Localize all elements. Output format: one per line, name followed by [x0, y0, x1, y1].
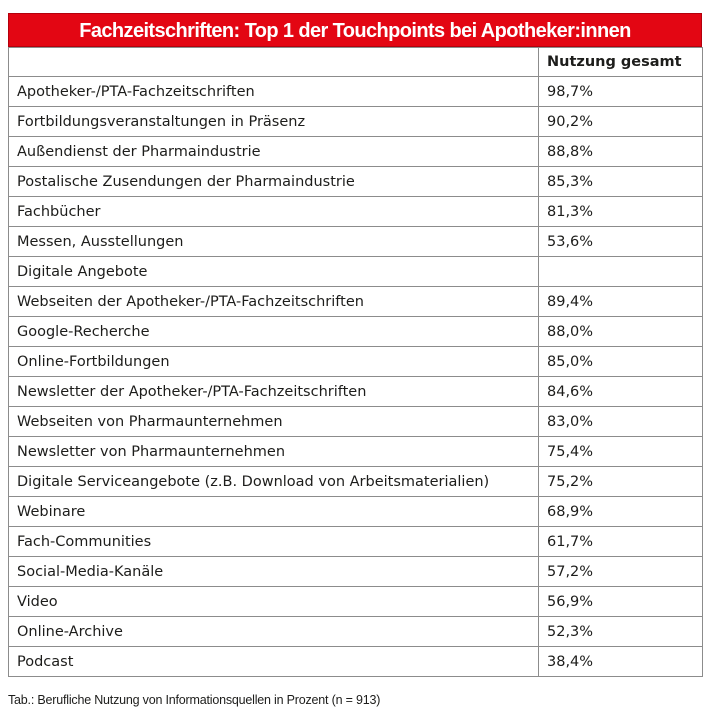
- row-label: Online-Fortbildungen: [9, 347, 539, 377]
- row-label: Webinare: [9, 497, 539, 527]
- table-title: Fachzeitschriften: Top 1 der Touchpoints bei Apotheker:innen: [8, 13, 702, 47]
- table-row: [9, 467, 703, 497]
- table-row: [9, 647, 703, 677]
- row-label: Newsletter der Apotheker-/PTA-Fachzeitschriften: [9, 377, 539, 407]
- row-value: 68,9%: [539, 497, 703, 527]
- row-value: 89,4%: [539, 287, 703, 317]
- row-value: 52,3%: [539, 617, 703, 647]
- table-caption: Tab.: Berufliche Nutzung von Informationsquellen in Prozent (n = 913): [8, 693, 381, 707]
- row-label: Fach-Communities: [9, 527, 539, 557]
- table-row: [9, 557, 703, 587]
- row-value: 61,7%: [539, 527, 703, 557]
- table-row: [9, 497, 703, 527]
- row-value: 98,7%: [539, 77, 703, 107]
- row-value: 84,6%: [539, 377, 703, 407]
- table-row: [9, 587, 703, 617]
- row-label: Newsletter von Pharmaunternehmen: [9, 437, 539, 467]
- row-value: [539, 257, 703, 287]
- row-value: 90,2%: [539, 107, 703, 137]
- table-row: [9, 617, 703, 647]
- table-row: [9, 197, 703, 227]
- row-value: 83,0%: [539, 407, 703, 437]
- row-label: Außendienst der Pharmaindustrie: [9, 137, 539, 167]
- row-value: 88,0%: [539, 317, 703, 347]
- row-label: Digitale Angebote: [9, 257, 539, 287]
- row-value: 56,9%: [539, 587, 703, 617]
- data-table: [8, 47, 703, 677]
- table-container: [8, 13, 702, 677]
- row-label: Fachbücher: [9, 197, 539, 227]
- header-value-cell: Nutzung gesamt: [539, 48, 703, 77]
- row-label: Video: [9, 587, 539, 617]
- table-row: [9, 377, 703, 407]
- row-value: 85,3%: [539, 167, 703, 197]
- table-row: [9, 167, 703, 197]
- row-value: 75,4%: [539, 437, 703, 467]
- row-label: Fortbildungsveranstaltungen in Präsenz: [9, 107, 539, 137]
- table-header-row: [9, 48, 703, 77]
- table-row: [9, 437, 703, 467]
- row-value: 81,3%: [539, 197, 703, 227]
- table-row: [9, 137, 703, 167]
- row-label: Webseiten von Pharmaunternehmen: [9, 407, 539, 437]
- table-row: [9, 107, 703, 137]
- row-label: Postalische Zusendungen der Pharmaindustrie: [9, 167, 539, 197]
- row-label: Apotheker-/PTA-Fachzeitschriften: [9, 77, 539, 107]
- row-value: 38,4%: [539, 647, 703, 677]
- table-row: [9, 317, 703, 347]
- row-value: 75,2%: [539, 467, 703, 497]
- table-row: [9, 257, 703, 287]
- row-value: 85,0%: [539, 347, 703, 377]
- row-label: Digitale Serviceangebote (z.B. Download von Arbeitsmaterialien): [9, 467, 539, 497]
- row-label: Online-Archive: [9, 617, 539, 647]
- row-value: 88,8%: [539, 137, 703, 167]
- row-label: Google-Recherche: [9, 317, 539, 347]
- row-label: Webseiten der Apotheker-/PTA-Fachzeitschriften: [9, 287, 539, 317]
- table-row: [9, 527, 703, 557]
- table-body: [9, 77, 703, 677]
- row-label: Podcast: [9, 647, 539, 677]
- row-value: 57,2%: [539, 557, 703, 587]
- header-label-cell: [9, 48, 539, 77]
- table-row: [9, 347, 703, 377]
- table-row: [9, 407, 703, 437]
- row-value: 53,6%: [539, 227, 703, 257]
- row-label: Messen, Ausstellungen: [9, 227, 539, 257]
- table-row: [9, 77, 703, 107]
- row-label: Social-Media-Kanäle: [9, 557, 539, 587]
- table-row: [9, 227, 703, 257]
- table-row: [9, 287, 703, 317]
